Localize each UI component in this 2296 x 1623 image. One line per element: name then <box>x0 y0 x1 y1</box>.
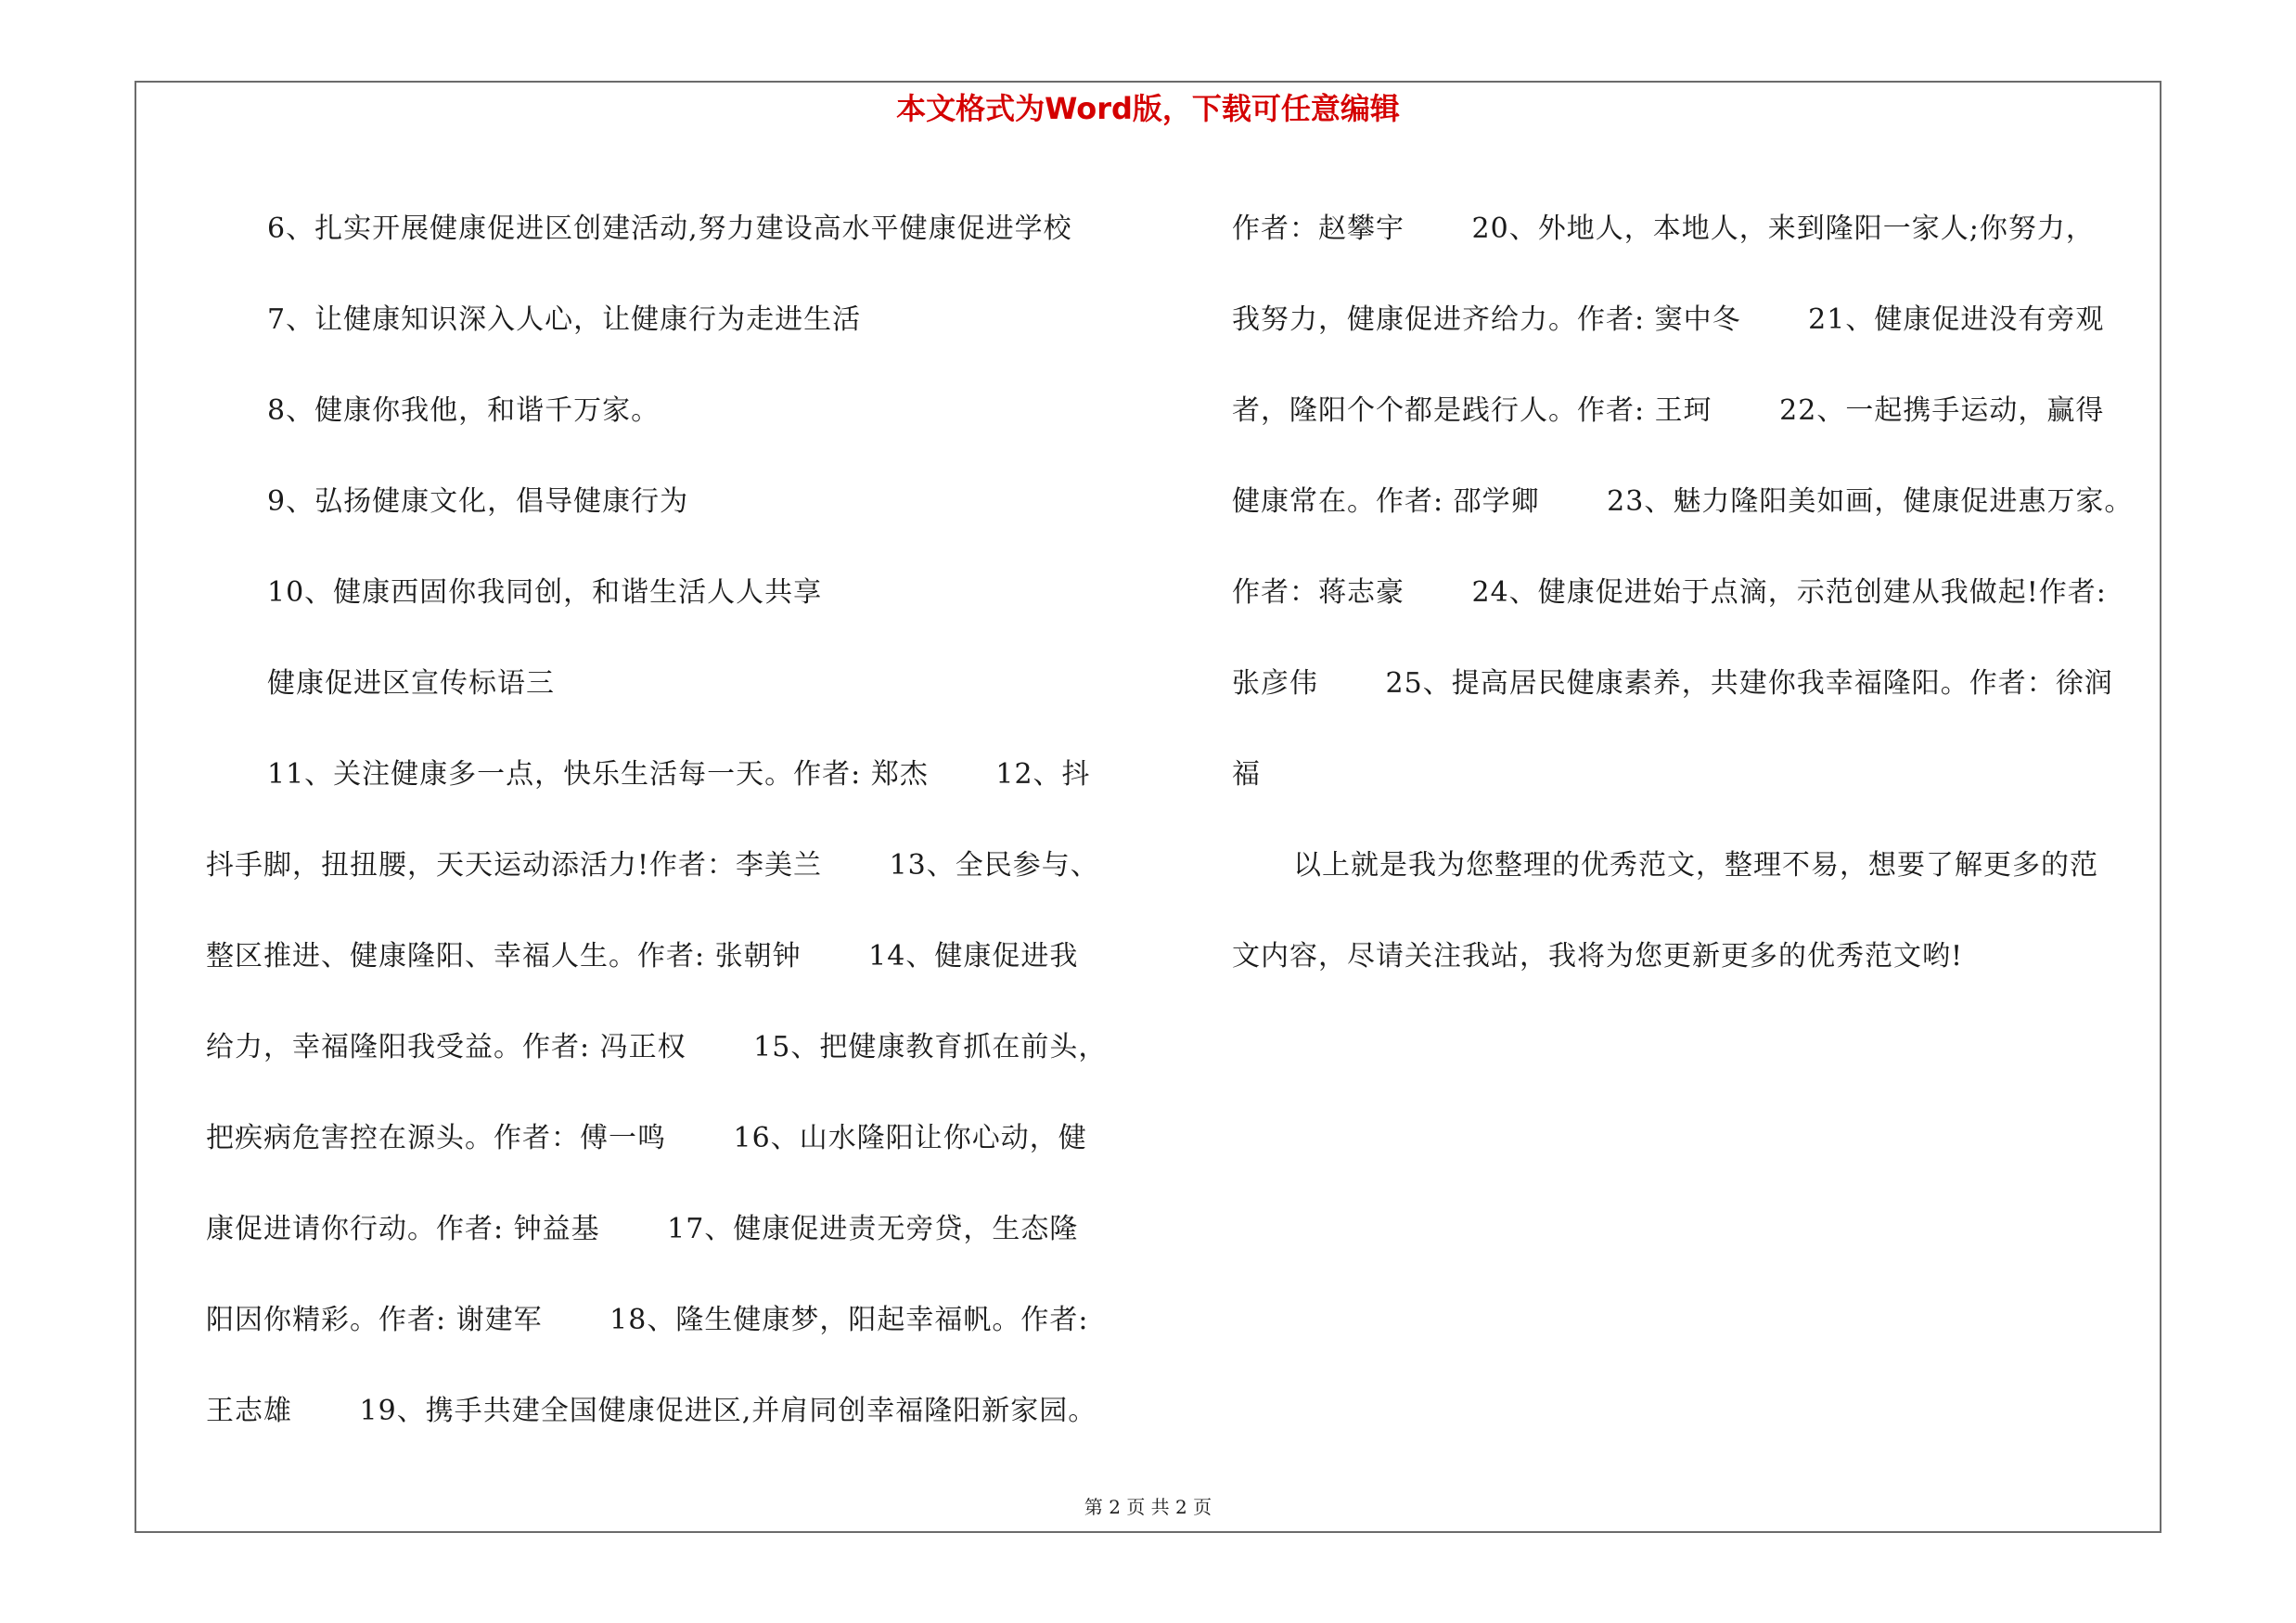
right-column-text-line: 以上就是我为您整理的优秀范文，整理不易，想要了解更多的范 <box>1293 849 2098 882</box>
left-column-text-line: 整区推进、健康隆阳、幸福人生。作者: 张朝钟 14、健康促进我 <box>206 940 1079 973</box>
left-column-text-line: 康促进请你行动。作者: 钟益基 17、健康促进责无旁贷，生态隆 <box>206 1213 1079 1245</box>
left-column-text-line: 把疾病危害控在源头。作者：傅一鸣 16、山水隆阳让你心动，健 <box>206 1122 1087 1154</box>
left-column-text-line: 给力，幸福隆阳我受益。作者: 冯正权 15、把健康教育抓在前头， <box>206 1031 1108 1063</box>
right-column-text-line: 健康常在。作者: 邵学卿 23、魅力隆阳美如画，健康促进惠万家。 <box>1232 485 2134 518</box>
right-column-text-line: 作者：赵攀宇 20、外地人，本地人，来到隆阳一家人;你努力， <box>1232 213 2095 245</box>
format-notice-banner: 本文格式为Word版，下载可任意编辑 <box>896 91 1400 126</box>
right-column-text-line: 作者：蒋志豪 24、健康促进始于点滴，示范创建从我做起!作者: <box>1232 576 2107 609</box>
page-number-footer: 第 2 页 共 2 页 <box>1084 1496 1212 1518</box>
left-column-text-line: 6、扎实开展健康促进区创建活动,努力建设高水平健康促进学校 <box>267 213 1072 245</box>
right-column-text-line: 福 <box>1232 758 1261 791</box>
right-column-text-line: 张彦伟 25、提高居民健康素养，共建你我幸福隆阳。作者：徐润 <box>1232 667 2113 700</box>
left-column-text-line: 王志雄 19、携手共建全国健康促进区,并肩同创幸福隆阳新家园。 <box>206 1395 1097 1427</box>
right-column-text-line: 者，隆阳个个都是践行人。作者: 王珂 22、一起携手运动，赢得 <box>1232 394 2105 427</box>
left-column-text-line: 阳因你精彩。作者: 谢建军 18、隆生健康梦，阳起幸福帆。作者: <box>206 1304 1089 1336</box>
right-column-text-line: 文内容，尽请关注我站，我将为您更新更多的优秀范文哟! <box>1232 940 1964 973</box>
left-column-text-line: 10、健康西固你我同创，和谐生活人人共享 <box>267 576 823 609</box>
left-column-text-line: 9、弘扬健康文化，倡导健康行为 <box>267 485 689 518</box>
left-column-text-line: 8、健康你我他，和谐千万家。 <box>267 394 661 427</box>
left-column-text-line: 健康促进区宣传标语三 <box>267 667 555 700</box>
right-column-text-line: 我努力，健康促进齐给力。作者: 窦中冬 21、健康促进没有旁观 <box>1232 303 2105 336</box>
left-column-text-line: 7、让健康知识深入人心，让健康行为走进生活 <box>267 303 862 336</box>
left-column <box>206 184 1152 1457</box>
right-column <box>1232 184 2156 1002</box>
left-column-text-line: 抖手脚，扭扭腰，天天运动添活力!作者：李美兰 13、全民参与、 <box>206 849 1099 882</box>
left-column-text-line: 11、关注健康多一点，快乐生活每一天。作者: 郑杰 12、抖 <box>267 758 1091 791</box>
